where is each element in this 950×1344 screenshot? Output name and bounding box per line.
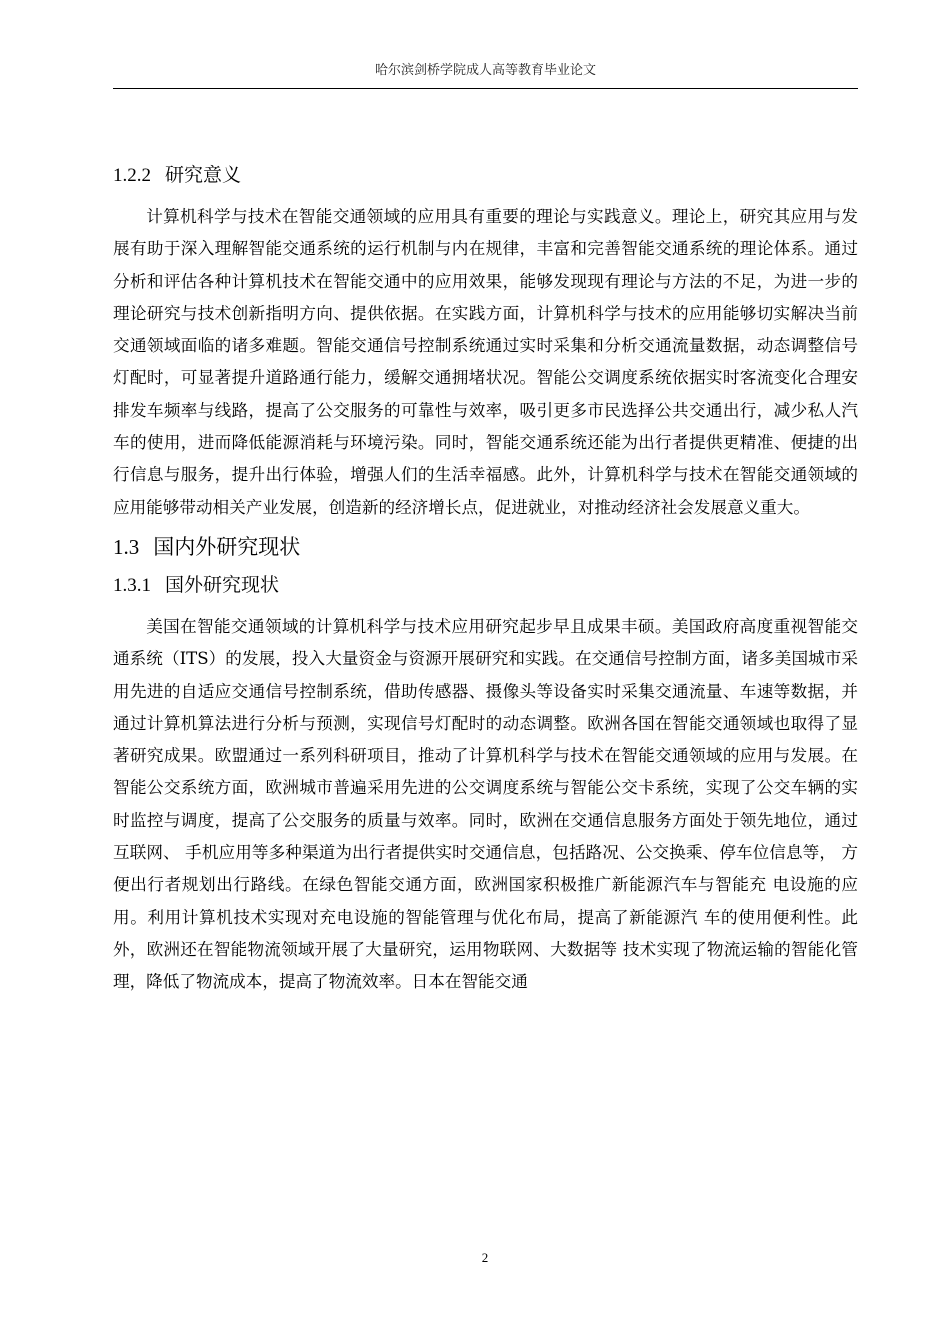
section-title: 国外研究现状	[165, 573, 280, 596]
section-title: 研究意义	[165, 164, 242, 186]
section-number: 1.3.1	[113, 574, 151, 596]
section-heading-1-2-2	[113, 160, 858, 191]
section-number: 1.2.2	[113, 165, 151, 186]
paragraph-research-significance: 计算机科学与技术在智能交通领域的应用具有重要的理论与实践意义。理论上，研究其应用与发展有助于深入理解智能交通系统的运行机制与内在规律，丰富和完善智能交通系统的理论体系。通过分析和评估各种计算机技术在智能交通中的应用效果，能够发现现有理论与方法的不足，为进一步的理论研究与技术创新指明方向、提供依据。在实践方面，计算机科学与技术的应用能够切实解决当前交通领域面临的诸多难题。智能交通信号控制系统通过实时采集和分析交通流量数据，动态调整信号灯配时，可显著提升道路通行能力，缓解交通拥堵状况。智能公交调度系统依据实时客流变化合理安排发车频率与线路，提高了公交服务的可靠性与效率，吸引更多市民选择公共交通出行，减少私人汽车的使用，进而降低能源消耗与环境污染。同时，智能交通系统还能为出行者提供更精准、便捷的出行信息与服务，提升出行体验，增强人们的生活幸福感。此外，计算机科学与技术在智能交通领域的应用能够带动相关产业发展，创造新的经济增长点，促进就业，对推动经济社会发展意义重大。	[113, 207, 858, 517]
page-number: 2	[481, 1250, 489, 1265]
running-header: 哈尔滨剑桥学院成人高等教育毕业论文	[374, 63, 596, 78]
page-body	[113, 160, 858, 999]
section-heading-1-3	[113, 532, 858, 562]
paragraph-foreign-research-status: 美国在智能交通领域的计算机科学与技术应用研究起步早且成果丰硕。美国政府高度重视智能交通系统（ITS）的发展，投入大量资金与资源开展研究和实践。在交通信号控制方面，诸多美国城市采用先进的自适应交通信号控制系统，借助传感器、摄像头等设备实时采集交通流量、车速等数据，并通过计算机算法进行分析与预测，实现信号灯配时的动态调整。欧洲各国在智能交通领域也取得了显著研究成果。欧盟通过一系列科研项目，推动了计算机科学与技术在智能交通领域的应用与发展。在智能公交系统方面，欧洲城市普遍采用先进的公交调度系统与智能公交卡系统，实现了公交车辆的实时监控与调度，提高了公交服务的质量与效率。同时，欧洲在交通信息服务方面处于领先地位，通过互联网、 手机应用等多种渠道为出行者提供实时交通信息，包括路况、公交换乘、停车位信息等， 方便出行者规划出行路线。在绿色智能交通方面，欧洲国家积极推广新能源汽车与智能充 电设施的应用。利用计算机技术实现对充电设施的智能管理与优化布局，提高了新能源汽 车的使用便利性。此外，欧洲还在智能物流领域开展了大量研究，运用物联网、大数据等 技术实现了物流运输的智能化管理，降低了物流成本，提高了物流效率。日本在智能交通	[113, 616, 858, 992]
section-number: 1.3	[113, 534, 140, 559]
section-heading-1-3-1	[113, 570, 858, 601]
section-title: 国内外研究现状	[153, 534, 301, 559]
header-rule	[113, 88, 858, 89]
